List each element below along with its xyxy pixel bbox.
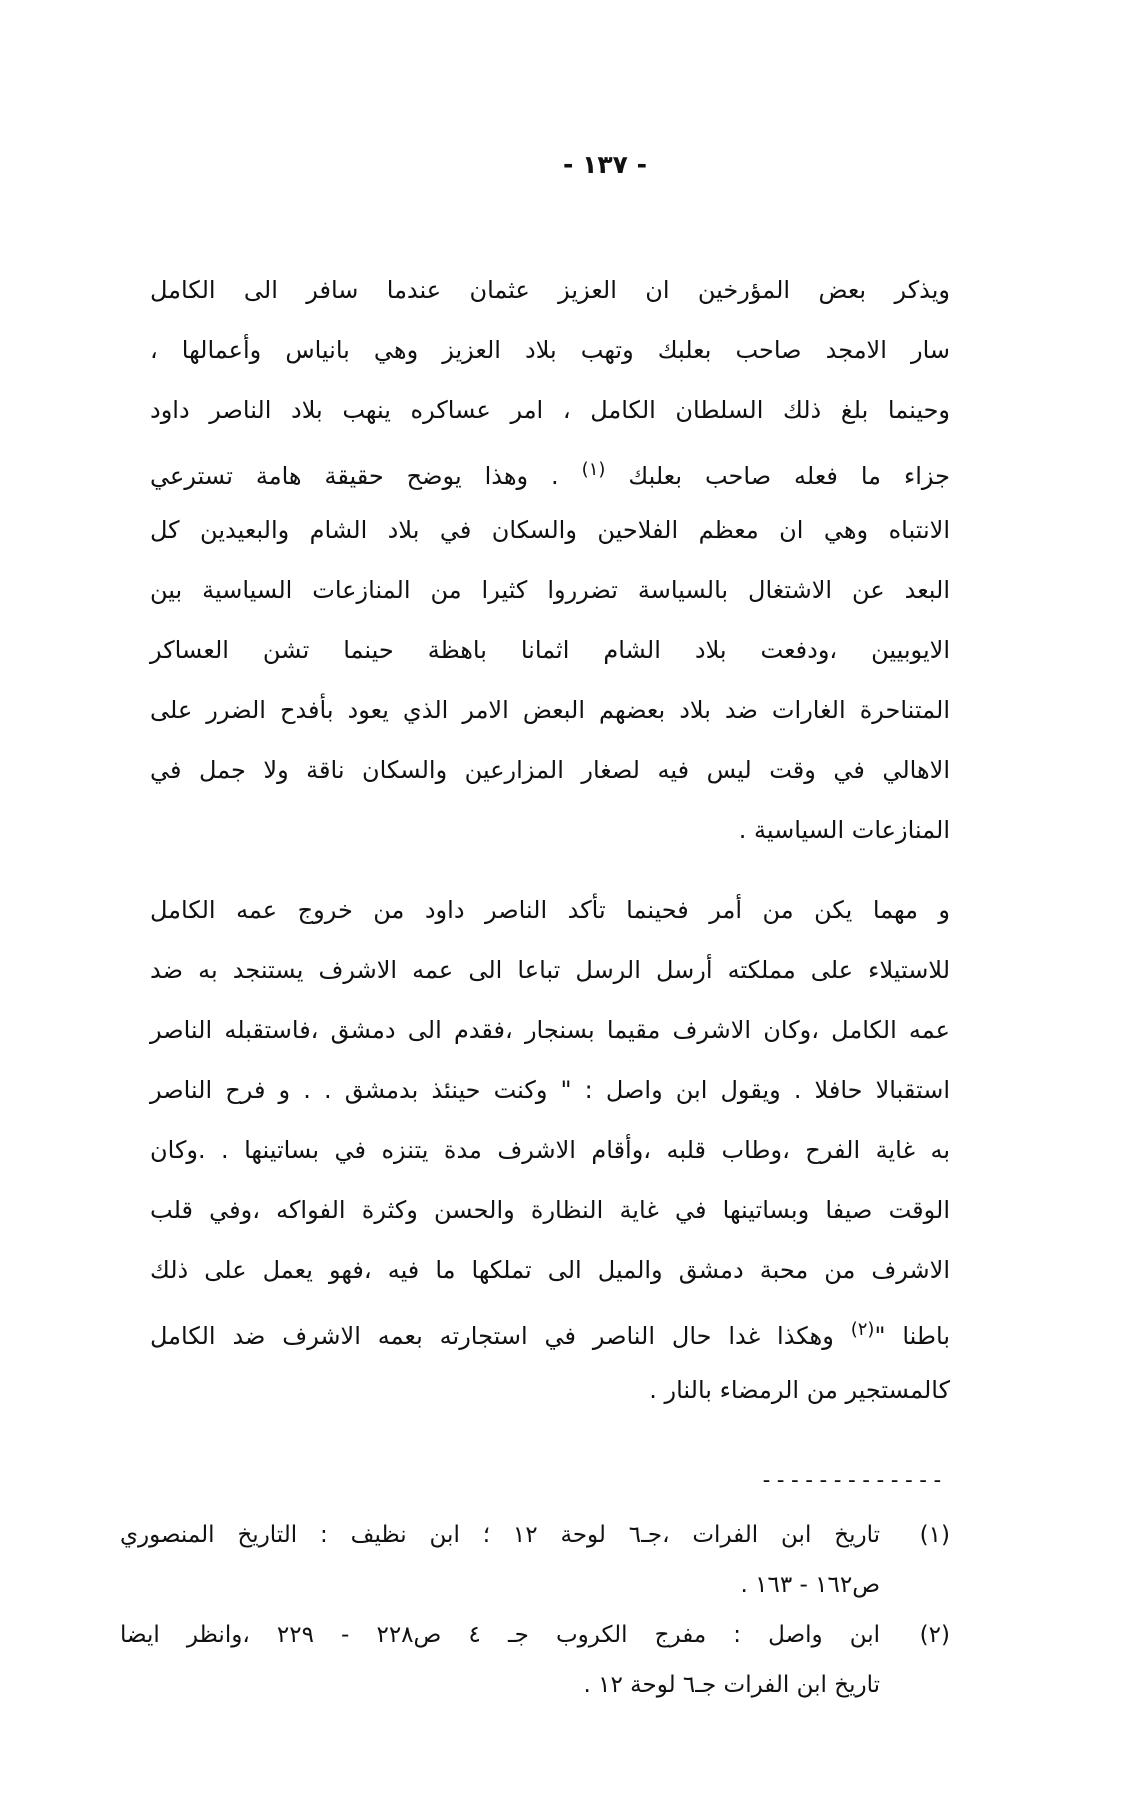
text-line: وحينما بلغ ذلك السلطان الكامل ، امر عساكره ينهب بلاد الناصر داود bbox=[150, 396, 950, 424]
footnote-body bbox=[120, 1510, 880, 1610]
text-line: الاشرف من محبة دمشق والميل الى تملكها ما فيه ،فهو يعمل على ذلك bbox=[150, 1256, 950, 1284]
text-line: استقبالا حافلا . ويقول ابن واصل : " وكنت حينئذ بدمشق . . و فرح الناصر bbox=[150, 1076, 950, 1104]
text-line: سار الامجد صاحب بعلبك وتهب بلاد العزيز وهي بانياس وأعمالها ، bbox=[150, 336, 950, 364]
footnote-line: ابن واصل : مفرج الكروب جـ ٤ ص٢٢٨ - ٢٢٩ ،وانظر ايضا bbox=[120, 1622, 881, 1648]
footnote-number: (٢) bbox=[919, 1622, 950, 1648]
text-line: الوقت صيفا وبساتينها في غاية النظارة والحسن وكثرة الفواكه ،وفي قلب bbox=[150, 1196, 950, 1224]
text-segment: جزاء ما فعله صاحب بعلبك bbox=[628, 462, 951, 490]
footnote-line: تاريخ ابن الفرات جـ٦ لوحة ١٢ . bbox=[583, 1672, 880, 1698]
footnote-line: ص١٦٢ - ١٦٣ . bbox=[740, 1572, 880, 1598]
text-line: البعد عن الاشتغال بالسياسة تضرروا كثيرا من المنازعات السياسية بين bbox=[150, 576, 950, 604]
footnote-1 bbox=[120, 1510, 950, 1610]
footnote-2 bbox=[120, 1610, 950, 1710]
text-line: الايوبيين ،ودفعت بلاد الشام اثمانا باهظة حينما تشن العساكر bbox=[150, 636, 950, 664]
footnote-body bbox=[120, 1610, 880, 1710]
text-line: المنازعات السياسية . bbox=[738, 816, 950, 844]
text-line: المتناحرة الغارات ضد بلاد بعضهم البعض الامر الذي يعود بأفدح الضرر على bbox=[150, 696, 950, 724]
text-line: به غاية الفرح ،وطاب قلبه ،وأقام الاشرف مدة يتنزه في بساتينها . .وكان bbox=[150, 1136, 950, 1164]
footnote-ref-1: (١) bbox=[581, 459, 606, 480]
text-line-with-footnote-ref bbox=[150, 440, 950, 500]
footnote-separator: ------------- bbox=[759, 1468, 945, 1493]
footnote-number: (١) bbox=[919, 1522, 950, 1548]
text-line: ويذكر بعض المؤرخين ان العزيز عثمان عندما سافر الى الكامل bbox=[150, 276, 950, 304]
text-segment: . وهذا يوضح حقيقة هامة تسترعي bbox=[150, 462, 559, 490]
footnote-line: تاريخ ابن الفرات ،جـ٦ لوحة ١٢ ؛ ابن نظيف : التاريخ المنصوري bbox=[120, 1522, 880, 1548]
text-line: عمه الكامل ،وكان الاشرف مقيما بسنجار ،فقدم الى دمشق ،فاستقبله الناصر bbox=[150, 1016, 950, 1044]
text-segment: وهكذا غدا حال الناصر في استجارته بعمه الاشرف ضد الكامل bbox=[150, 1322, 834, 1350]
text-line: كالمستجير من الرمضاء بالنار . bbox=[649, 1376, 950, 1404]
page-number: - ١٣٧ - bbox=[563, 150, 647, 179]
text-line: و مهما يكن من أمر فحينما تأكد الناصر داود من خروج عمه الكامل bbox=[150, 896, 950, 924]
text-line: للاستيلاء على مملكته أرسل الرسل تباعا الى عمه الاشرف يستنجد به ضد bbox=[150, 956, 950, 984]
text-line-with-footnote-ref bbox=[150, 1300, 950, 1360]
text-segment: باطنا " bbox=[874, 1322, 951, 1350]
text-line: الانتباه وهي ان معظم الفلاحين والسكان في بلاد الشام والبعيدين كل bbox=[150, 516, 950, 544]
footnote-ref-2: (٢) bbox=[850, 1319, 875, 1340]
text-line: الاهالي في وقت ليس فيه لصغار المزارعين والسكان ناقة ولا جمل في bbox=[150, 756, 950, 784]
paragraph-2 bbox=[150, 880, 950, 1420]
footnotes bbox=[120, 1510, 950, 1710]
paragraph-1 bbox=[150, 260, 950, 860]
